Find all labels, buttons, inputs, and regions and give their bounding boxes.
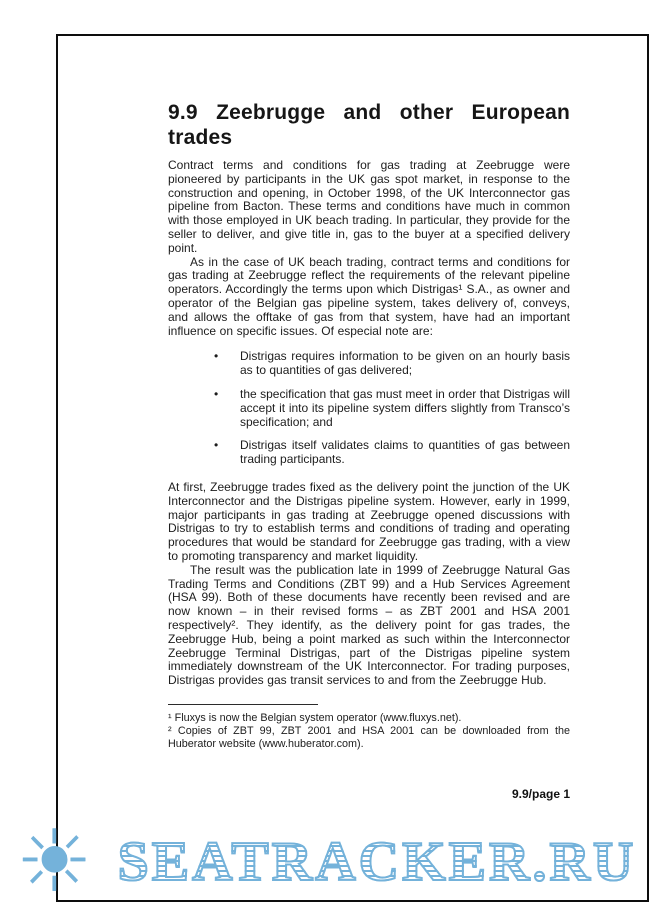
bullet-item (168, 388, 570, 429)
watermark-text: SEATRACKER.RU (102, 830, 652, 894)
footnote-1: ¹ Fluxys is now the Belgian system operator (www.fluxys.net). (168, 711, 462, 724)
bullet-text: Distrigas requires information to be given on an hourly basis as to quantities of gas delivered; (240, 349, 570, 378)
sun-logo-icon: ☀ (15, 812, 93, 912)
paragraph-2: As in the case of UK beach trading, contract terms and conditions for gas trading at Zeebrugge reflect the requirements of the relevant pipeline operators. Accordingly the terms upon which Distrigas¹ S.A., as owner and operator of the Belgian gas pipeline system, takes delivery of, conveys, and allows the offtake of gas from that system, have had an important influence on specific issues. Of especial note are: (168, 254, 570, 338)
paragraph-3: At first, Zeebrugge trades fixed as the delivery point the junction of the UK Interconnector and the Distrigas pipeline system. However, early in 1999, major participants in gas trading at Zeebrugge opened discussions with Distrigas to try to establish terms and conditions of trading and operating procedures that would be standard for Zeebrugge gas trading, with a view to promoting transparency and market liquidity. (168, 479, 570, 563)
section-title: 9.9 Zeebrugge and other European trades (168, 101, 570, 149)
bullet-marker: • (214, 386, 219, 401)
footnote-rule (168, 704, 318, 705)
footnote-2: ² Copies of ZBT 99, ZBT 2001 and HSA 2001 can be downloaded from the Huberator website (www.huberator.com). (168, 724, 570, 750)
bullet-item (168, 350, 570, 378)
bullet-item (168, 439, 570, 467)
bullet-marker: • (214, 349, 219, 364)
bullet-text: Distrigas itself validates claims to quantities of gas between trading participants. (240, 438, 570, 467)
bullet-text: the specification that gas must meet in order that Distrigas will accept it into its pipeline system differs slightly from Transco’s specification; and (240, 386, 570, 429)
bullet-marker: • (214, 438, 219, 453)
page-number: 9.9/page 1 (511, 786, 570, 801)
bullet-list (168, 350, 570, 467)
page-content (168, 100, 570, 801)
paragraph-4: The result was the publication late in 1999 of Zeebrugge Natural Gas Trading Terms and Conditions (ZBT 99) and a Hub Services Agreement (HSA 99). Both of these documents have recently been revised and are now known – in their revised forms – as ZBT 2001 and HSA 2001 respectively². They identify, as the delivery point for gas trades, the Zeebrugge Hub, being a point marked as such within the Interconnector Zeebrugge Terminal Distrigas, part of the Distrigas pipeline system immediately downstream of the UK Interconnector. For trading purposes, Distrigas provides gas transit services to and from the Zeebrugge Hub. (168, 562, 570, 688)
site-watermark (6, 812, 652, 912)
paragraph-1: Contract terms and conditions for gas trading at Zeebrugge were pioneered by participants in the UK gas spot market, in response to the construction and opening, in October 1998, of the UK Interconnector gas pipeline from Bacton. These terms and conditions have much in common with those employed in UK beach trading. In particular, they provide for the seller to deliver, and give title in, gas to the buyer at a specified delivery point. (168, 158, 570, 255)
